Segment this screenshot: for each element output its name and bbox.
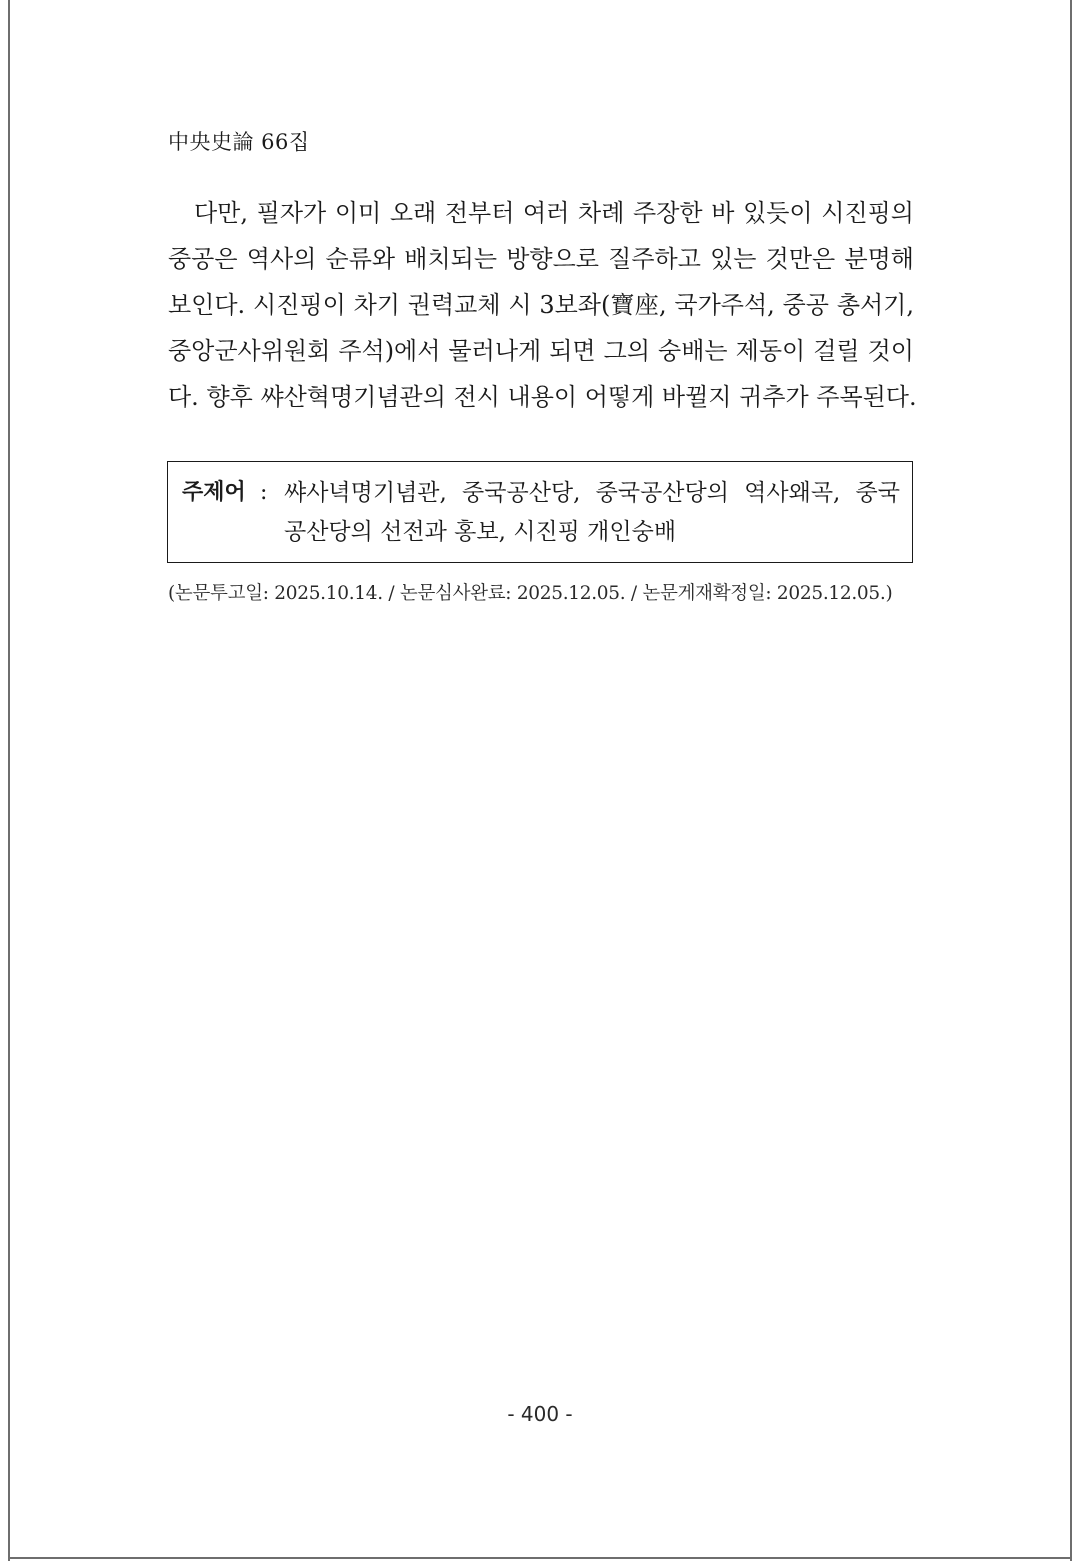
keywords-line: 공산당의 선전과 홍보, 시진핑 개인숭배 [284, 519, 677, 545]
page-number: - 400 - [507, 1402, 573, 1426]
page-border-right [1070, 0, 1072, 1561]
body-line: 다만, 필자가 이미 오래 전부터 여러 차례 주장한 바 있듯이 시진핑의 [194, 199, 914, 227]
page-border-bottom [8, 1557, 1072, 1559]
keywords-line: 쌰사녁명기념관, 중국공산당, 중국공산당의 역사왜곡, 중국 [284, 480, 900, 506]
keywords-label: 주제어 [182, 480, 246, 505]
running-header: 中央史論 66집 [168, 130, 310, 154]
body-line: 중앙군사위원회 주석)에서 물러나게 되면 그의 숭배는 제동이 걸릴 것이 [168, 337, 914, 365]
body-line: 다. 향후 쌰산혁명기념관의 전시 내용이 어떻게 바뀔지 귀추가 주목된다. [168, 383, 917, 411]
page-border-left [8, 0, 10, 1561]
submission-dates: (논문투고일: 2025.10.14. / 논문심사완료: 2025.12.05. / 논문게재확정일: 2025.12.05.) [168, 583, 893, 604]
keywords-colon: : [260, 480, 268, 505]
body-paragraph [168, 190, 917, 420]
body-line: 보인다. 시진핑이 차기 권력교체 시 3보좌(寶座, 국가주석, 중공 총서기, [168, 291, 914, 319]
keywords-box [167, 461, 913, 563]
body-line: 중공은 역사의 순류와 배치되는 방향으로 질주하고 있는 것만은 분명해 [168, 245, 914, 273]
